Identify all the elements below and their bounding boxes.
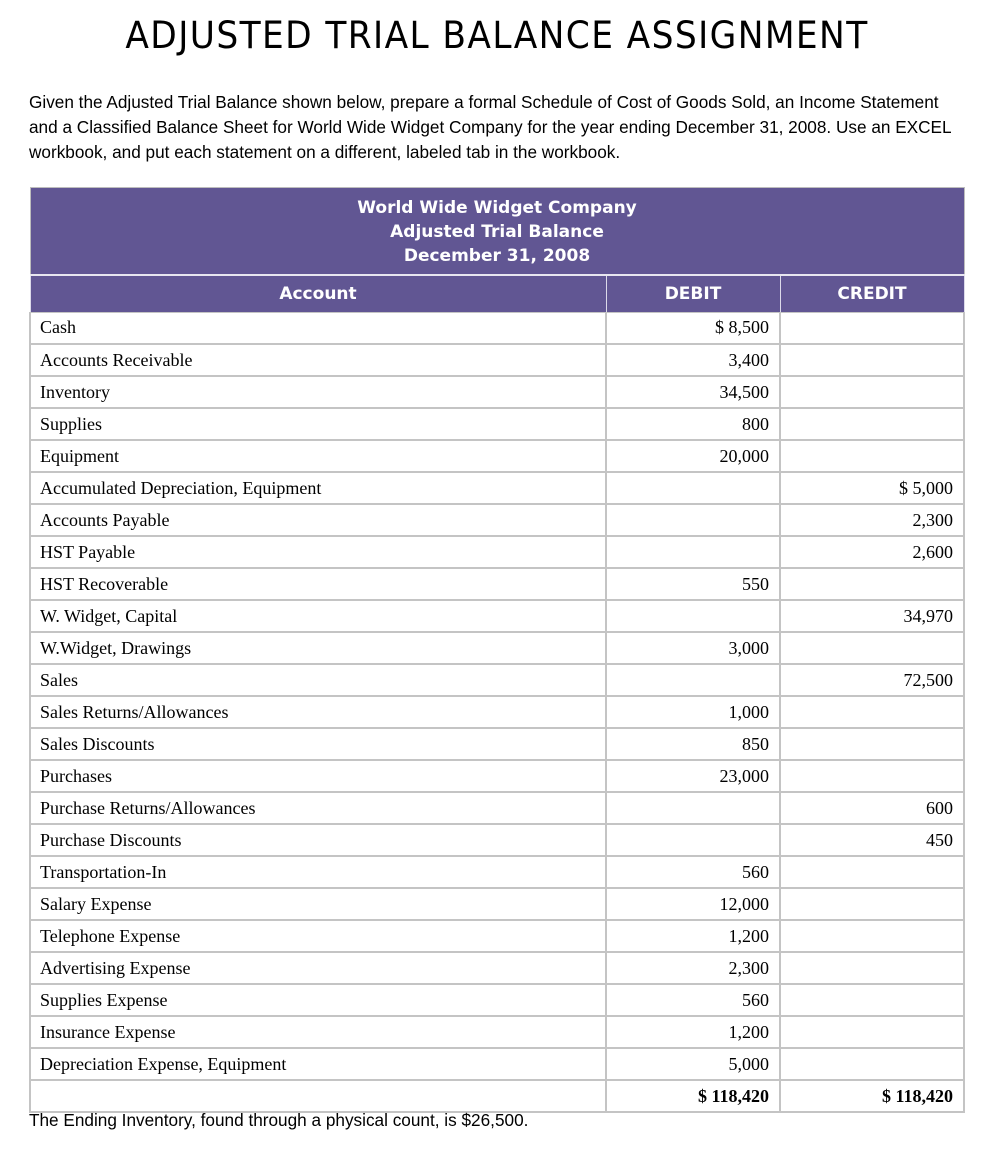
table-row [30,792,964,824]
credit-amount: 450 [780,824,964,856]
account-name: Telephone Expense [30,920,606,952]
total-credit: $ 118,420 [780,1080,964,1112]
debit-amount: 1,200 [606,920,780,952]
debit-amount [606,824,780,856]
debit-amount: 5,000 [606,1048,780,1080]
table-row [30,344,964,376]
account-name: Accounts Receivable [30,344,606,376]
account-name: Depreciation Expense, Equipment [30,1048,606,1080]
page-title: ADJUSTED TRIAL BALANCE ASSIGNMENT [125,14,869,57]
column-header-account: Account [30,275,606,312]
debit-amount: 3,400 [606,344,780,376]
credit-amount [780,568,964,600]
table-row [30,824,964,856]
account-name: Sales Returns/Allowances [30,696,606,728]
debit-amount: 1,200 [606,1016,780,1048]
account-name: Sales [30,664,606,696]
account-name: HST Recoverable [30,568,606,600]
account-name: Supplies Expense [30,984,606,1016]
table-row [30,632,964,664]
debit-amount: 2,300 [606,952,780,984]
account-name: Supplies [30,408,606,440]
credit-amount [780,440,964,472]
credit-amount: 2,300 [780,504,964,536]
table-row [30,920,964,952]
debit-amount: 23,000 [606,760,780,792]
debit-amount: 800 [606,408,780,440]
table-row [30,696,964,728]
credit-amount [780,856,964,888]
credit-amount [780,312,964,344]
account-name: Accumulated Depreciation, Equipment [30,472,606,504]
account-name: Transportation-In [30,856,606,888]
account-name: Advertising Expense [30,952,606,984]
credit-amount [780,376,964,408]
credit-amount: $ 5,000 [780,472,964,504]
credit-amount [780,920,964,952]
table-row [30,888,964,920]
table-row [30,536,964,568]
trial-balance-table [29,187,965,1113]
instructions-paragraph: Given the Adjusted Trial Balance shown below, prepare a formal Schedule of Cost of Goods Sold, an Income Statement and a Classified Balance Sheet for World Wide Widget Company for the year ending December 31, 2008. Use an EXCEL workbook, and put each statement on a different, labeled tab in the workbook. [29,92,951,162]
table-row [30,504,964,536]
total-debit: $ 118,420 [606,1080,780,1112]
ending-inventory-note: The Ending Inventory, found through a physical count, is $26,500. [29,1110,529,1130]
debit-amount [606,504,780,536]
column-header-debit: DEBIT [606,275,780,312]
credit-amount [780,728,964,760]
debit-amount: 12,000 [606,888,780,920]
table-row [30,440,964,472]
table-row [30,984,964,1016]
credit-amount [780,888,964,920]
debit-amount: 850 [606,728,780,760]
table-row [30,600,964,632]
credit-amount: 600 [780,792,964,824]
account-name: Cash [30,312,606,344]
account-name: Purchase Returns/Allowances [30,792,606,824]
account-name: HST Payable [30,536,606,568]
debit-amount: $ 8,500 [606,312,780,344]
account-name: Inventory [30,376,606,408]
debit-amount [606,600,780,632]
table-row [30,312,964,344]
account-name: Purchase Discounts [30,824,606,856]
table-title-block [30,188,964,276]
account-name: Purchases [30,760,606,792]
table-row [30,760,964,792]
column-header-credit: CREDIT [780,275,964,312]
debit-amount [606,792,780,824]
table-row [30,856,964,888]
table-row [30,376,964,408]
table-row [30,408,964,440]
account-name: Equipment [30,440,606,472]
account-name: Salary Expense [30,888,606,920]
debit-amount: 20,000 [606,440,780,472]
table-row [30,472,964,504]
credit-amount [780,696,964,728]
credit-amount [780,984,964,1016]
debit-amount: 34,500 [606,376,780,408]
debit-amount [606,472,780,504]
credit-amount [780,1016,964,1048]
table-row [30,1016,964,1048]
account-name: Accounts Payable [30,504,606,536]
table-body [30,312,964,1112]
account-name: W. Widget, Capital [30,600,606,632]
debit-amount: 3,000 [606,632,780,664]
debit-amount: 560 [606,856,780,888]
debit-amount [606,536,780,568]
report-name: Adjusted Trial Balance [390,222,604,242]
report-date: December 31, 2008 [403,246,591,266]
credit-amount [780,632,964,664]
table-row [30,1048,964,1080]
debit-amount [606,664,780,696]
account-name: W.Widget, Drawings [30,632,606,664]
credit-amount [780,408,964,440]
totals-row [30,1080,964,1112]
credit-amount [780,952,964,984]
credit-amount [780,760,964,792]
debit-amount: 1,000 [606,696,780,728]
totals-label [30,1080,606,1112]
table-row [30,568,964,600]
account-name: Sales Discounts [30,728,606,760]
company-name: World Wide Widget Company [357,198,637,218]
debit-amount: 550 [606,568,780,600]
credit-amount [780,344,964,376]
credit-amount [780,1048,964,1080]
credit-amount: 34,970 [780,600,964,632]
table-row [30,952,964,984]
credit-amount: 2,600 [780,536,964,568]
credit-amount: 72,500 [780,664,964,696]
table-row [30,728,964,760]
debit-amount: 560 [606,984,780,1016]
account-name: Insurance Expense [30,1016,606,1048]
table-row [30,664,964,696]
